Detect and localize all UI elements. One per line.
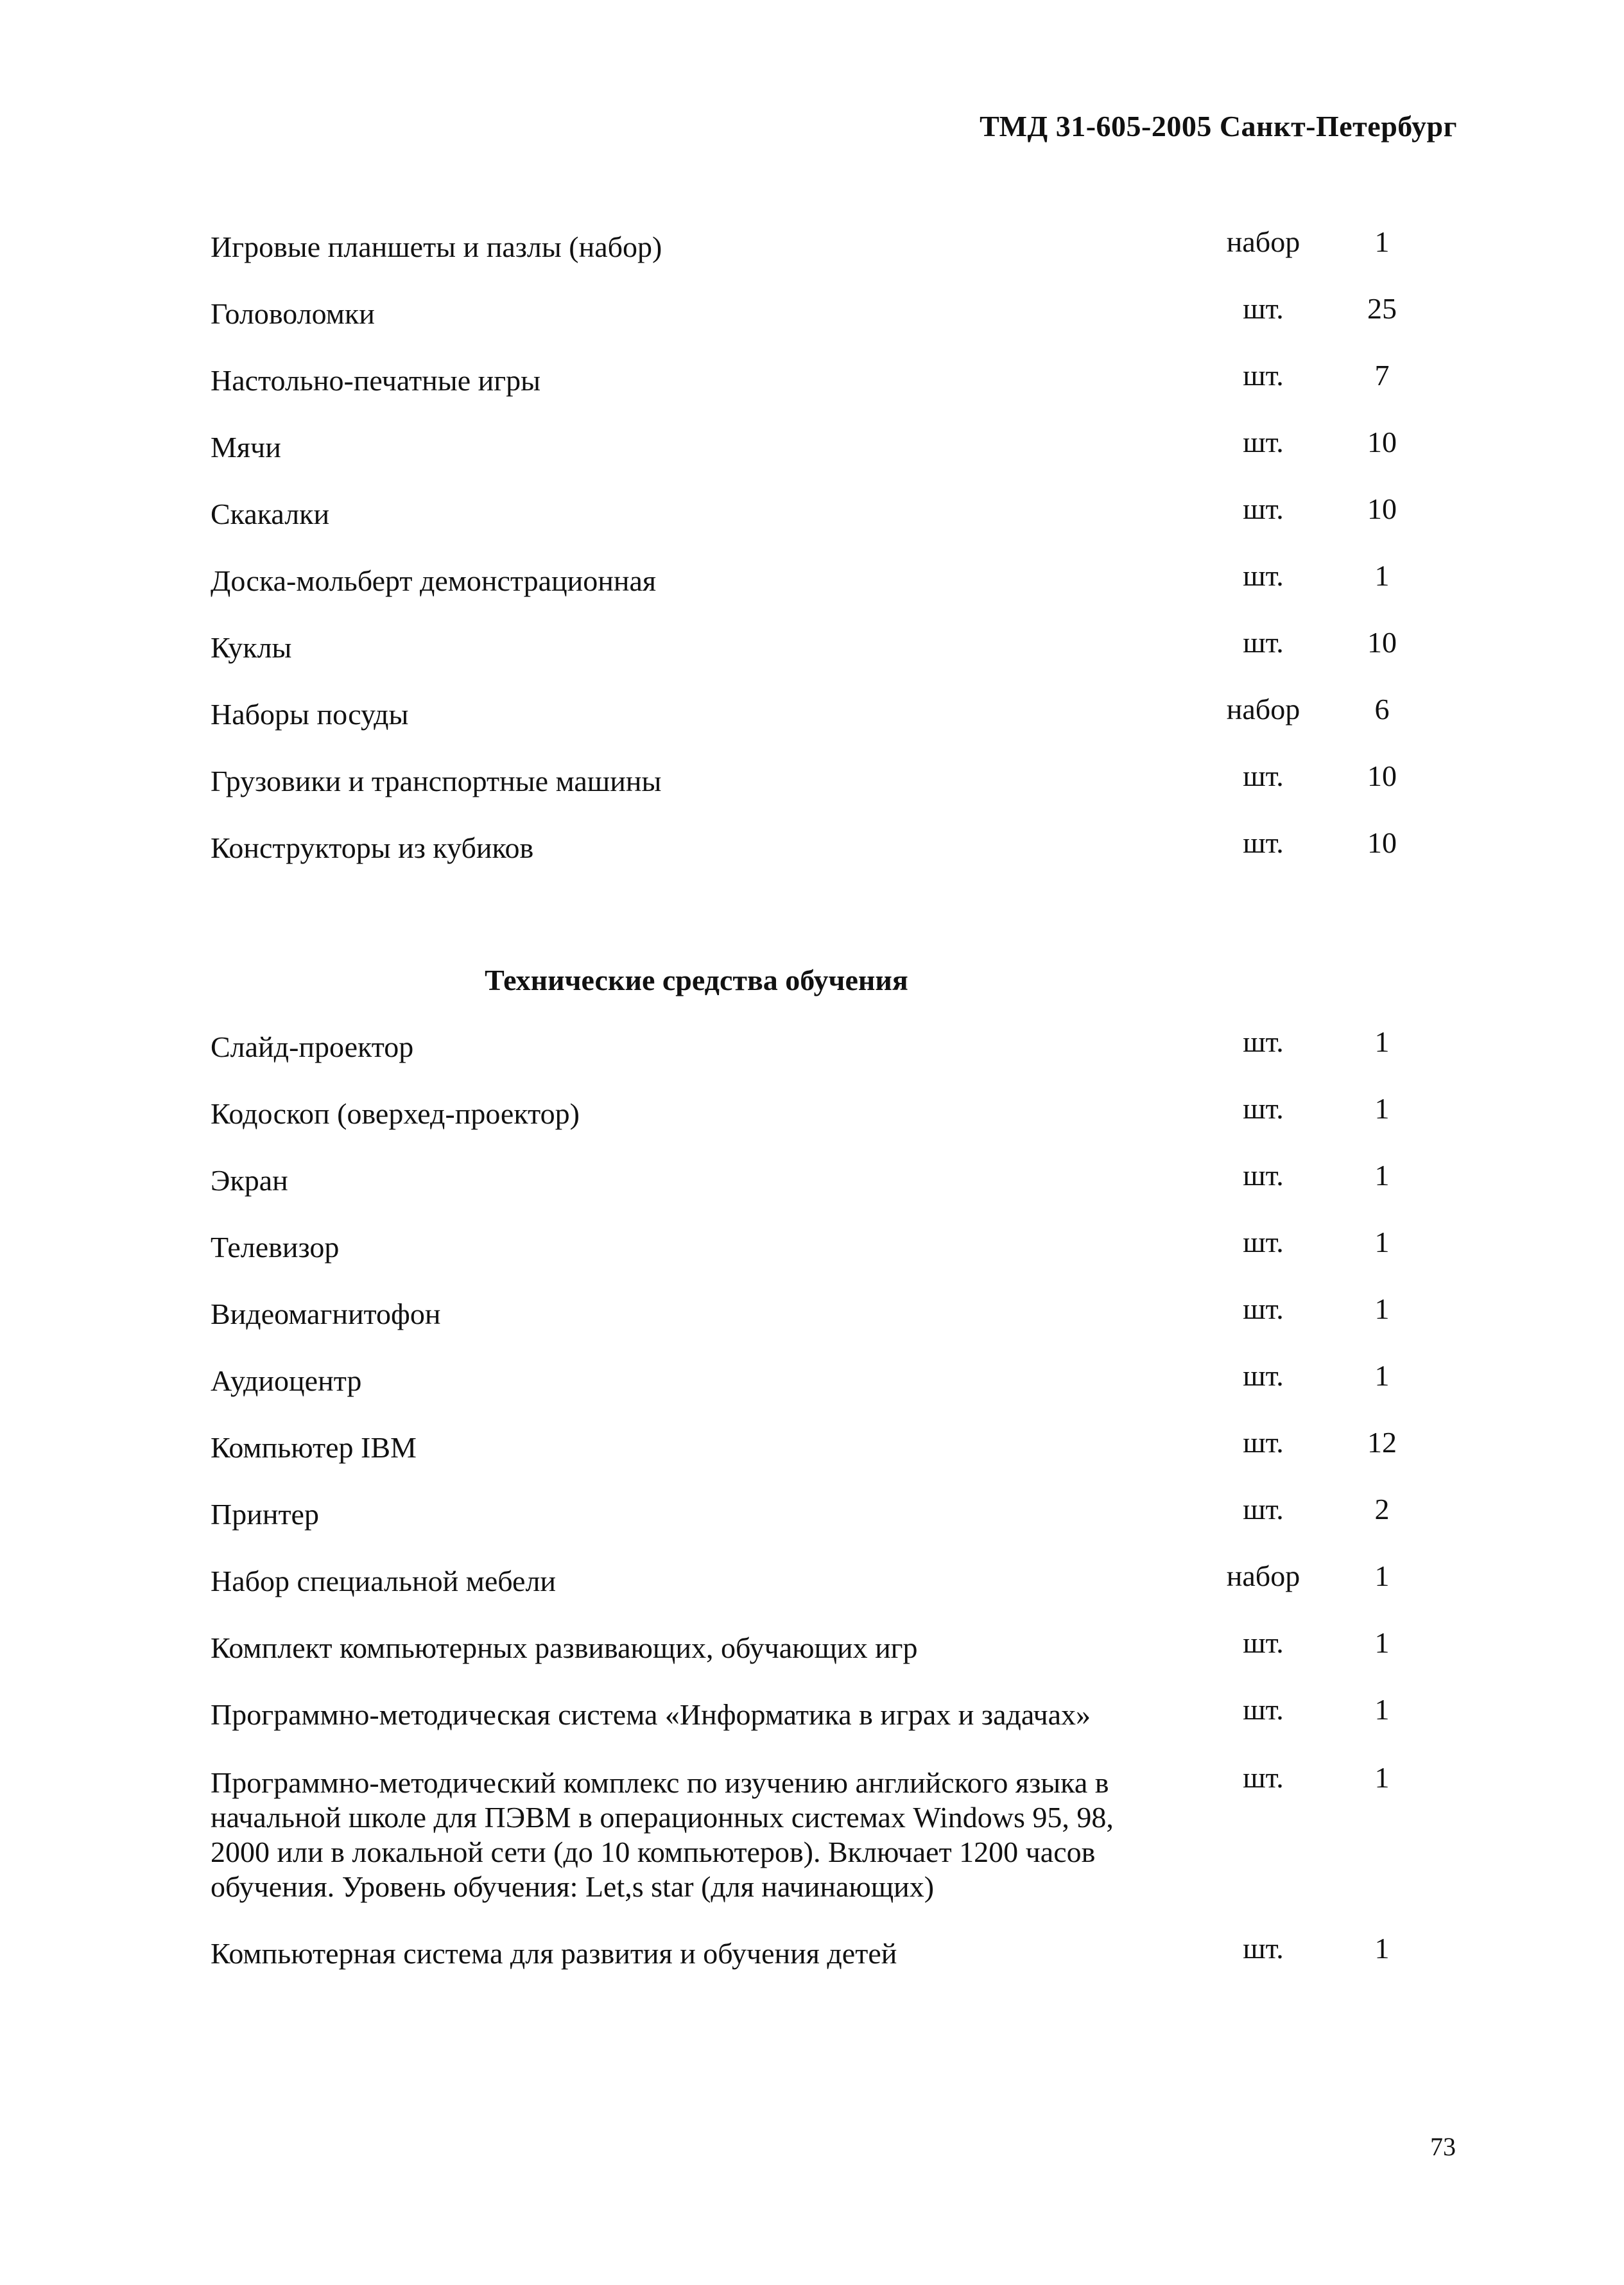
- item-quantity: 1: [1374, 1226, 1390, 1258]
- item-name: Видеомагнитофон: [211, 1298, 441, 1330]
- item-unit: шт.: [1243, 760, 1284, 792]
- document-header: ТМД 31-605-2005 Санкт-Петербург: [980, 110, 1457, 143]
- item-quantity: 1: [1374, 1359, 1390, 1392]
- item-unit: шт.: [1243, 1359, 1284, 1392]
- item-name: Конструкторы из кубиков: [211, 831, 534, 864]
- item-quantity: 1: [1374, 1292, 1390, 1325]
- item-name: Грузовики и транспортные машины: [211, 765, 662, 797]
- item-name: Куклы: [211, 631, 292, 664]
- item-unit: шт.: [1243, 1025, 1284, 1058]
- item-unit: шт.: [1243, 359, 1284, 392]
- item-name: Головоломки: [211, 297, 375, 330]
- item-quantity: 1: [1374, 1932, 1390, 1965]
- item-name: Мячи: [211, 431, 281, 464]
- item-quantity: 2: [1374, 1493, 1390, 1525]
- item-name: Наборы посуды: [211, 698, 409, 731]
- item-name: Игровые планшеты и пазлы (набор): [211, 230, 662, 263]
- item-quantity: 1: [1374, 225, 1390, 258]
- item-unit: шт.: [1243, 1932, 1284, 1965]
- item-unit: шт.: [1243, 1292, 1284, 1325]
- item-quantity: 1: [1374, 559, 1390, 592]
- item-name: Комплект компьютерных развивающих, обучающих игр: [211, 1631, 918, 1664]
- item-unit: шт.: [1243, 426, 1284, 458]
- item-unit: шт.: [1243, 1092, 1284, 1125]
- item-unit: набор: [1226, 225, 1300, 258]
- item-unit: шт.: [1243, 826, 1284, 859]
- item-name: Доска-мольберт демонстрационная: [211, 564, 657, 597]
- item-unit: шт.: [1243, 292, 1284, 325]
- item-name: Скакалки: [211, 498, 330, 530]
- item-unit: шт.: [1243, 492, 1284, 525]
- item-quantity: 1: [1374, 1560, 1390, 1592]
- section-title: Технические средства обучения: [485, 964, 908, 996]
- item-unit: шт.: [1243, 1693, 1284, 1726]
- item-unit: шт.: [1243, 1761, 1284, 1794]
- item-name: Аудиоцентр: [211, 1364, 362, 1397]
- item-quantity: 1: [1374, 1159, 1390, 1192]
- item-unit: шт.: [1243, 1626, 1284, 1659]
- item-unit: шт.: [1243, 559, 1284, 592]
- item-quantity: 10: [1367, 626, 1397, 659]
- item-quantity: 25: [1367, 292, 1397, 325]
- item-name: Слайд-проектор: [211, 1030, 414, 1063]
- item-quantity: 1: [1374, 1092, 1390, 1125]
- item-name: Настольно-печатные игры: [211, 364, 540, 397]
- item-name: Программно-методическая система «Информатика в играх и задачах»: [211, 1698, 1091, 1731]
- item-unit: шт.: [1243, 626, 1284, 659]
- item-quantity: 10: [1367, 760, 1397, 792]
- item-unit: набор: [1226, 1560, 1300, 1592]
- item-unit: набор: [1226, 693, 1300, 725]
- item-quantity: 1: [1374, 1693, 1390, 1726]
- item-name: Телевизор: [211, 1231, 340, 1264]
- item-quantity: 12: [1367, 1426, 1397, 1459]
- item-quantity: 7: [1374, 359, 1390, 392]
- item-name: Набор специальной мебели: [211, 1565, 557, 1597]
- item-unit: шт.: [1243, 1226, 1284, 1258]
- item-unit: шт.: [1243, 1493, 1284, 1525]
- item-name: Принтер: [211, 1498, 319, 1531]
- item-quantity: 1: [1374, 1626, 1390, 1659]
- item-quantity: 1: [1374, 1761, 1390, 1794]
- item-unit: шт.: [1243, 1426, 1284, 1459]
- item-quantity: 10: [1367, 826, 1397, 859]
- item-quantity: 10: [1367, 426, 1397, 458]
- item-name: Экран: [211, 1164, 288, 1197]
- item-name: Компьютерная система для развития и обучения детей: [211, 1937, 897, 1970]
- item-quantity: 10: [1367, 492, 1397, 525]
- item-quantity: 1: [1374, 1025, 1390, 1058]
- item-quantity: 6: [1374, 693, 1390, 725]
- item-name: Программно-методический комплекс по изучению английского языка в начальной школе для ПЭВМ в операционных системах Windows 95, 98, 2000 или в локальной сети (до 10 компьютеров). Включает 1200 часов обучения. Уровень обучения: Let,s star (для начинающих): [211, 1766, 1114, 1903]
- page-number: 73: [1430, 2132, 1456, 2161]
- item-unit: шт.: [1243, 1159, 1284, 1192]
- item-name: Кодоскоп (оверхед-проектор): [211, 1097, 580, 1130]
- item-name: Компьютер IBM: [211, 1431, 417, 1464]
